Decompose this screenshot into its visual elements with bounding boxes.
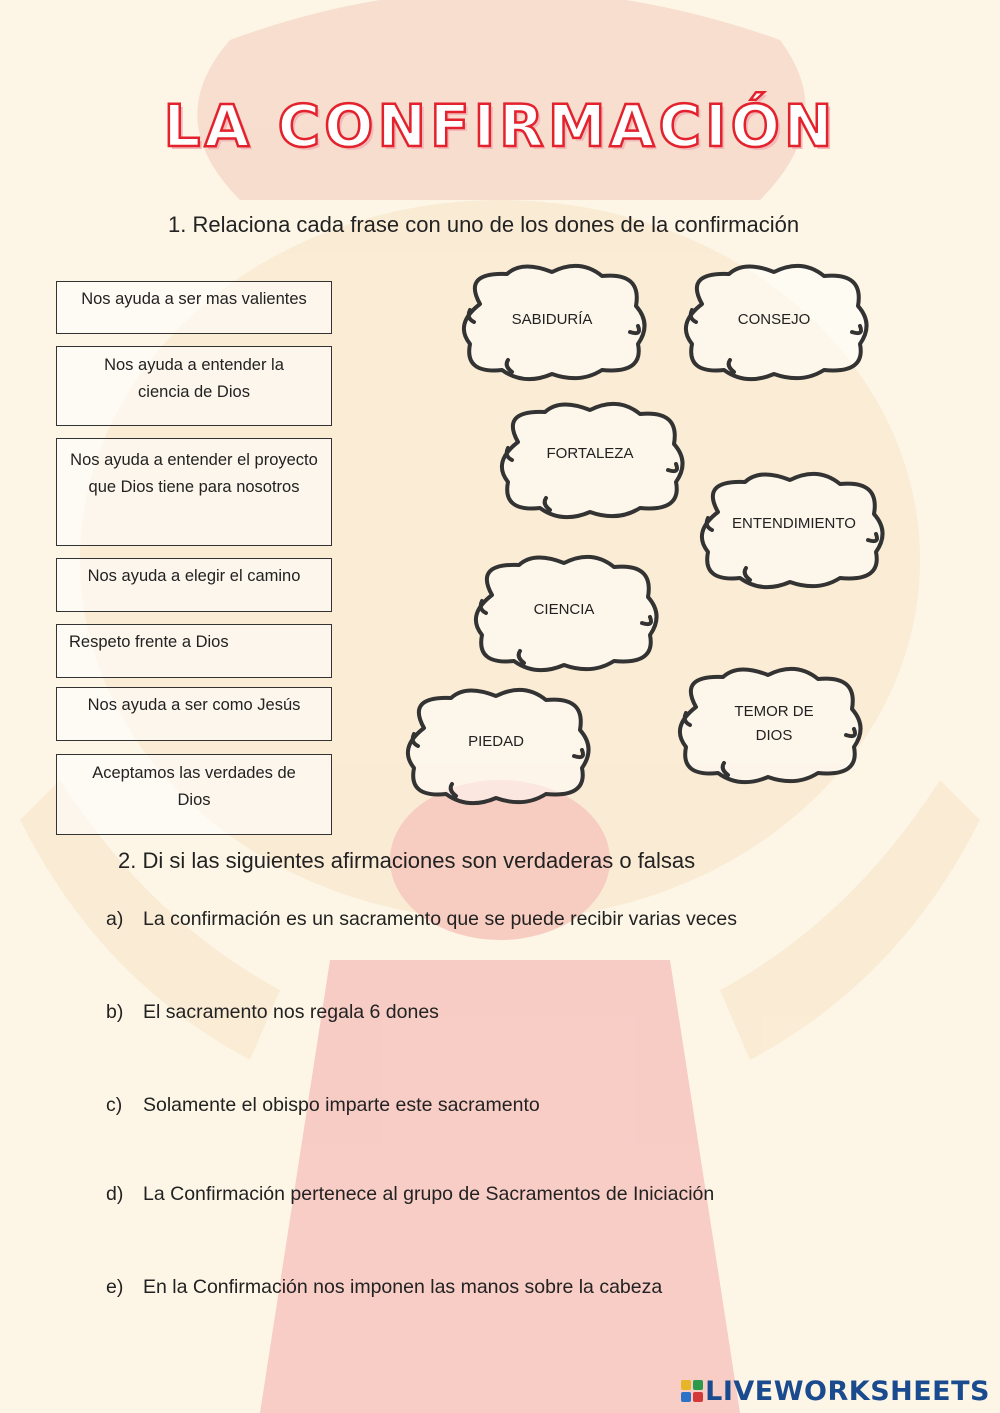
gift-cloud-consejo[interactable] <box>674 262 874 382</box>
statement-text: La confirmación es un sacramento que se puede recibir varias veces <box>143 908 737 930</box>
liveworksheets-logo-icon <box>681 1380 703 1402</box>
gift-label: SABIDURÍA <box>511 311 593 328</box>
gift-cloud-piedad[interactable] <box>396 686 596 806</box>
phrase-text: Respeto frente a Dios <box>69 633 229 651</box>
gift-label: CIENCIA <box>533 601 595 618</box>
phrase-box[interactable] <box>56 438 332 546</box>
statement-letter: d) <box>106 1183 124 1205</box>
statement-item[interactable] <box>106 1183 714 1206</box>
worksheet-title: LA CONFIRMACIÓN <box>163 92 837 160</box>
statement-item[interactable] <box>106 908 737 931</box>
phrase-text: Nos ayuda a ser como Jesús <box>87 696 301 714</box>
question-1-heading: 1. Relaciona cada frase con uno de los dones de la confirmación <box>168 212 800 237</box>
gift-cloud-fortaleza[interactable] <box>490 400 690 520</box>
statement-text: El sacramento nos regala 6 dones <box>143 1001 439 1023</box>
statement-text: La Confirmación pertenece al grupo de Sacramentos de Iniciación <box>143 1183 715 1205</box>
statement-letter: b) <box>106 1001 124 1023</box>
phrase-box[interactable] <box>56 281 332 334</box>
liveworksheets-logo[interactable] <box>681 1376 990 1407</box>
gift-label: FORTALEZA <box>546 445 634 462</box>
logo-text: LIVEWORKSHEETS <box>705 1376 990 1407</box>
gift-cloud-temor-de-dios[interactable] <box>668 665 868 785</box>
phrase-box[interactable] <box>56 687 332 741</box>
phrase-text: Nos ayuda a elegir el camino <box>87 567 301 585</box>
gift-label: TEMOR DE DIOS <box>734 703 814 744</box>
phrase-box[interactable] <box>56 754 332 835</box>
phrase-text: Nos ayuda a entender la ciencia de Dios <box>104 356 284 401</box>
gift-label: ENTENDIMIENTO <box>732 515 856 532</box>
phrase-text: Aceptamos las verdades de Dios <box>92 764 296 809</box>
statement-letter: c) <box>106 1094 123 1116</box>
gift-cloud-ciencia[interactable] <box>464 553 664 673</box>
statement-letter: a) <box>106 908 124 930</box>
gift-label: CONSEJO <box>737 311 811 328</box>
gift-cloud-sabiduria[interactable] <box>452 262 652 382</box>
statement-text: En la Confirmación nos imponen las manos sobre la cabeza <box>143 1276 663 1298</box>
statement-text: Solamente el obispo imparte este sacramento <box>143 1094 540 1116</box>
statement-letter: e) <box>106 1276 124 1298</box>
gift-label: PIEDAD <box>468 733 524 750</box>
phrase-box[interactable] <box>56 558 332 612</box>
statement-item[interactable] <box>106 1001 439 1024</box>
phrase-box[interactable] <box>56 624 332 678</box>
phrase-box[interactable] <box>56 346 332 426</box>
statement-item[interactable] <box>106 1094 540 1117</box>
gift-cloud-entendimiento[interactable] <box>690 470 890 590</box>
statement-item[interactable] <box>106 1276 662 1299</box>
question-2-heading: 2. Di si las siguientes afirmaciones son verdaderas o falsas <box>118 848 696 873</box>
phrase-text: Nos ayuda a ser mas valientes <box>81 290 307 308</box>
phrase-text: Nos ayuda a entender el proyecto que Dios tiene para nosotros <box>70 451 318 496</box>
